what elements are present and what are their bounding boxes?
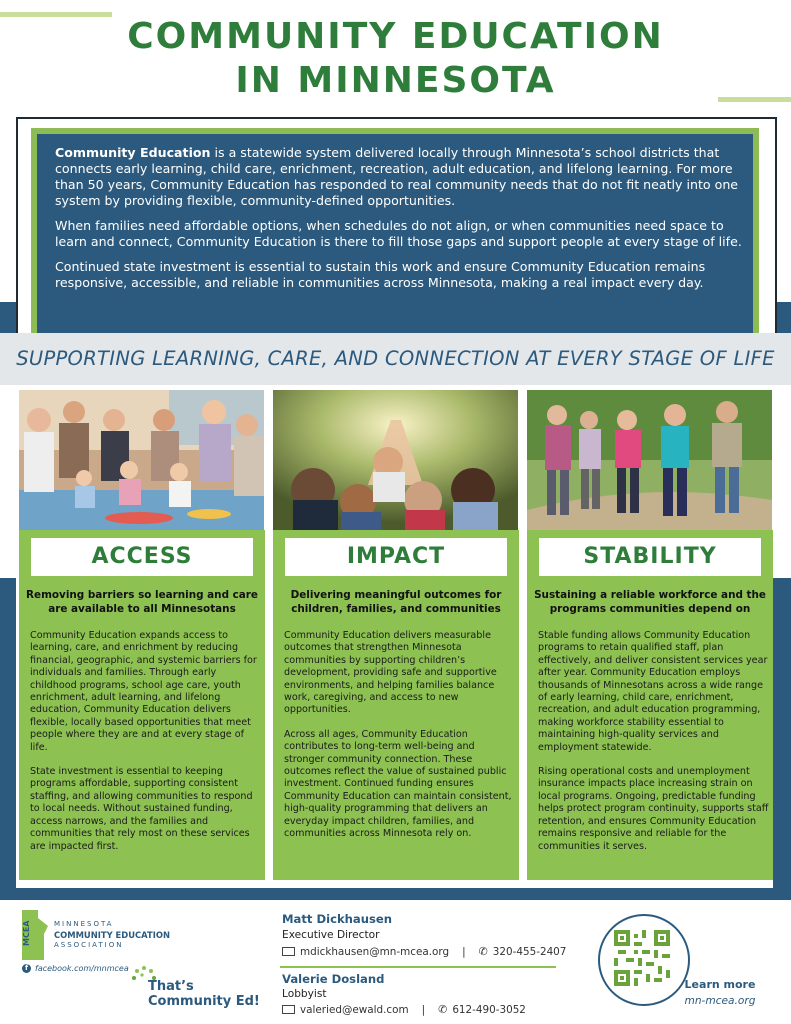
impact-body-paragraph-1: Community Education delivers measurable outcomes that strengthen Minnesota communities by supporting children’s development, providing safe and supportive environments, and helping families balance work, caregiving, and access to new opportunities.	[284, 630, 497, 716]
stability-body	[538, 630, 770, 865]
intro-paragraph-2: When families need affordable options, when schedules do not align, or when communities need space to learn and connect, Community Education is there to fill those gaps and support people at every stage of life.	[55, 218, 742, 249]
access-body	[30, 630, 262, 865]
section-subtitle: SUPPORTING LEARNING, CARE, AND CONNECTION AT EVERY STAGE OF LIFE	[16, 347, 775, 370]
impact-heading: IMPACT	[346, 544, 446, 569]
contact-1-details	[282, 945, 566, 958]
mcea-logo-line-2: COMMUNITY EDUCATION	[54, 930, 170, 940]
tagline-line-1: That’s	[148, 979, 194, 994]
facebook-url: facebook.com/mnmcea	[35, 964, 129, 973]
contact-1-phone[interactable]: 320-455-2407	[492, 945, 567, 958]
access-subheading: Removing barriers so learning and care are available to all Minnesotans	[26, 589, 258, 615]
mcea-logo-line-1: MINNESOTA	[54, 920, 114, 928]
contact-2-phone[interactable]: 612-490-3052	[452, 1003, 526, 1016]
email-icon	[282, 947, 295, 956]
mcea-logo	[20, 908, 168, 962]
facebook-icon: f	[22, 964, 31, 973]
mcea-abbr: MCEA	[22, 920, 31, 946]
mcea-logo-line-3: ASSOCIATION	[54, 941, 124, 949]
photo-access-children	[19, 390, 264, 530]
intro-bold-term: Community Education	[55, 145, 211, 160]
intro-text	[55, 145, 745, 300]
facebook-link[interactable]	[22, 964, 129, 973]
impact-subheading: Delivering meaningful outcomes for children, families, and communities	[290, 589, 502, 615]
intro-paragraph-3: Continued state investment is essential to sustain this work and ensure Community Education remains responsive, accessible, and reliable in communities across Minnesota, making a real impact every day.	[55, 259, 706, 290]
impact-body-paragraph-2: Across all ages, Community Education contributes to long-term well-being and stronger community connection. These outcomes reflect the value of sustained public investment. Continued funding ensures Community Education can maintain consistent, high-quality programming that delivers an everyday impact children, families, and communities across Minnesota rely on.	[284, 728, 512, 840]
page-title-line-2: IN MINNESOTA	[235, 60, 556, 101]
access-heading: ACCESS	[91, 544, 193, 569]
email-icon	[282, 1005, 295, 1014]
website-link[interactable]: mn-mcea.org	[684, 995, 756, 1007]
page-title-line-1: COMMUNITY EDUCATION	[127, 16, 664, 57]
contact-2-details	[282, 1003, 526, 1016]
phone-icon: ✆	[438, 1003, 448, 1016]
contact-2-role: Lobbyist	[282, 988, 327, 1000]
photo-impact-kids-hands	[273, 390, 518, 530]
contact-1-email[interactable]: mdickhausen@mn-mcea.org	[300, 945, 450, 958]
separator: |	[421, 1003, 426, 1016]
stability-subheading: Sustaining a reliable workforce and the programs communities depend on	[534, 589, 766, 615]
contact-2-name: Valerie Dosland	[282, 972, 385, 986]
tagline-line-2: Community Ed!	[148, 994, 260, 1009]
intro-paragraph-1	[55, 145, 745, 209]
intro-p1-text: is a statewide system delivered locally through Minnesota’s school districts that connects early learning, child care, enrichment, recreation, adult education, and lifelong learning. For more than 50 years, Community Education has responded to real community needs that do not fit neatly into one system by providing flexible, community-defined opportunities.	[55, 145, 739, 208]
phone-icon: ✆	[478, 945, 488, 958]
tagline-logo	[130, 964, 260, 1010]
contact-1-name: Matt Dickhausen	[282, 912, 393, 926]
stability-body-paragraph-1: Stable funding allows Community Education programs to retain qualified staff, plan effectively, and deliver consistent services year after year. Community Education employs thousands of Minnesotans across a wide range of early learning, child care, enrichment, recreation, and adult education programming, making workforce stability essential to maintaining high-quality services and employment statewide.	[538, 630, 768, 753]
separator: |	[462, 945, 466, 958]
contacts-divider	[280, 966, 556, 968]
access-body-paragraph-1: Community Education expands access to learning, care, and enrichment by reducing financial, geographic, and systemic barriers for individuals and families. Through early childhood programs, school age care, youth enrichment, adult learning, and lifelong education, Community Education delivers flexible, locally based opportunities that meet people where they are and at every stage of life.	[30, 630, 257, 753]
contact-2-email[interactable]: valeried@ewald.com	[300, 1003, 409, 1016]
stability-body-paragraph-2: Rising operational costs and unemployment insurance impacts place increasing strain on local programs. Ongoing, predictable funding helps protect program continuity, supports staff retention, and ensures Community Education remains responsive and reliable for the communities it serves.	[538, 766, 769, 852]
stability-heading: STABILITY	[583, 544, 717, 569]
photo-stability-walkers	[527, 390, 772, 530]
learn-more-label: Learn more	[684, 978, 756, 991]
impact-body	[284, 630, 516, 853]
contact-1-role: Executive Director	[282, 929, 380, 941]
qr-code-icon[interactable]	[614, 930, 670, 986]
access-body-paragraph-2: State investment is essential to keeping programs affordable, supporting consistent staffing, and allowing communities to respond to local needs. Without sustained funding, access narrows, and the families and communities that rely most on these services are impacted first.	[30, 766, 253, 852]
